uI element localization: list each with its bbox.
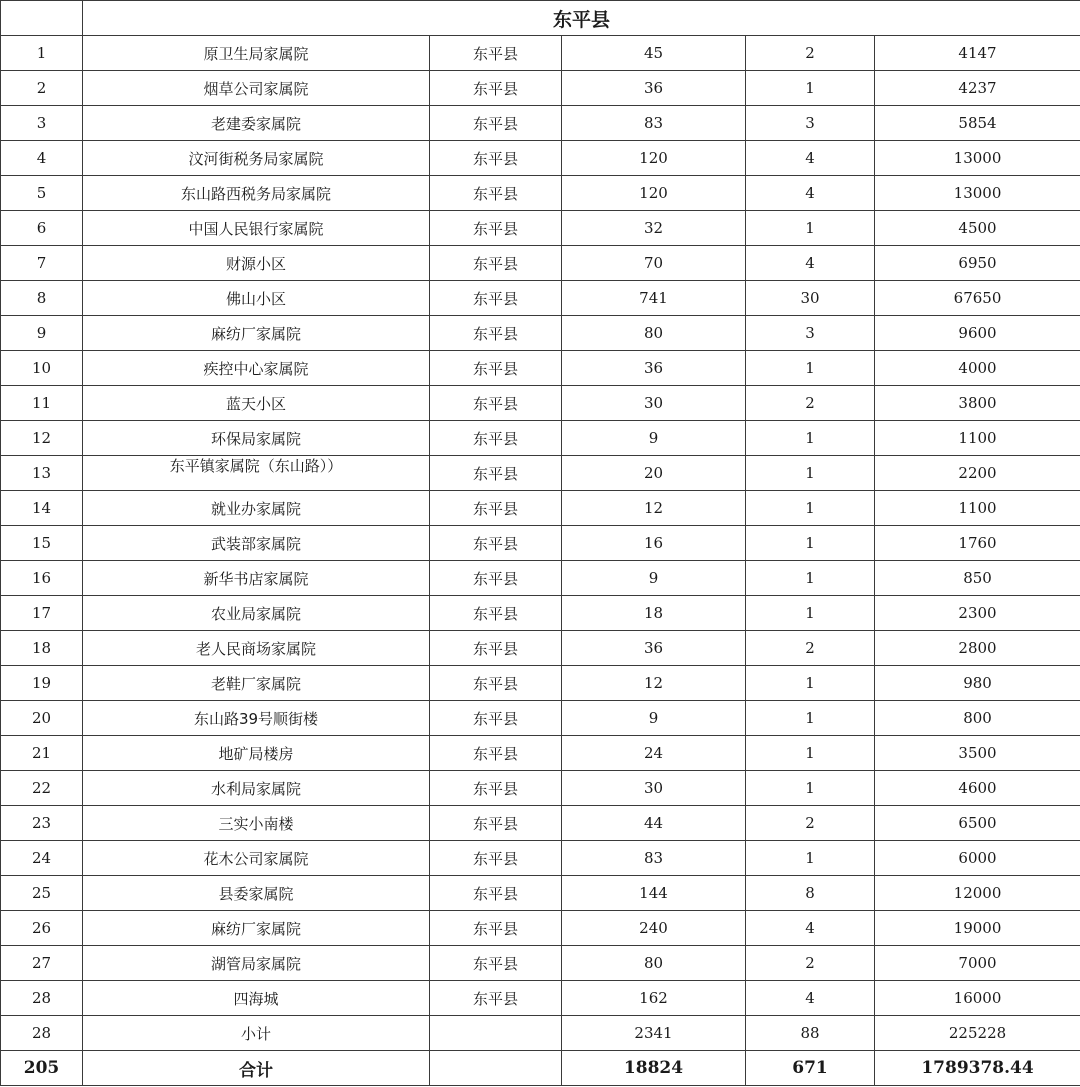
- value-a-cell: 9: [562, 421, 746, 456]
- total-row-value-a-cell: 18824: [562, 1051, 746, 1086]
- table-row: [1, 211, 1080, 246]
- total-row-number-cell: 205: [1, 1051, 83, 1086]
- value-b-cell: 4: [746, 911, 875, 946]
- county-cell: 东平县: [430, 771, 562, 806]
- value-b-cell: 1: [746, 211, 875, 246]
- name-cell: 中国人民银行家属院: [83, 211, 430, 246]
- name-cell: 东山路39号顺街楼: [83, 701, 430, 736]
- name-cell-text: 东平镇家属院（东山路））: [169, 458, 343, 475]
- name-cell: 烟草公司家属院: [83, 71, 430, 106]
- county-cell: 东平县: [430, 596, 562, 631]
- table-row: [1, 911, 1080, 946]
- value-a-cell: 44: [562, 806, 746, 841]
- name-cell: 老鞋厂家属院: [83, 666, 430, 701]
- value-b-cell: 1: [746, 526, 875, 561]
- value-a-cell: 83: [562, 841, 746, 876]
- value-b-cell: 1: [746, 701, 875, 736]
- subtotal-row: [1, 1016, 1080, 1051]
- table-row: [1, 141, 1080, 176]
- value-b-cell: 2: [746, 806, 875, 841]
- total-row-county-cell: [430, 1051, 562, 1086]
- value-c-cell: 9600: [875, 316, 1080, 351]
- row-number-cell: 21: [1, 736, 83, 771]
- county-cell: 东平县: [430, 386, 562, 421]
- value-a-cell: 36: [562, 71, 746, 106]
- value-a-cell: 24: [562, 736, 746, 771]
- name-cell: 环保局家属院: [83, 421, 430, 456]
- name-cell: 蓝天小区: [83, 386, 430, 421]
- value-c-cell: 2300: [875, 596, 1080, 631]
- table-row: [1, 386, 1080, 421]
- value-b-cell: 1: [746, 71, 875, 106]
- value-c-cell: 4237: [875, 71, 1080, 106]
- county-cell: 东平县: [430, 316, 562, 351]
- name-cell: 麻纺厂家属院: [83, 911, 430, 946]
- name-cell: 原卫生局家属院: [83, 36, 430, 71]
- table-row: [1, 106, 1080, 141]
- row-number-cell: 18: [1, 631, 83, 666]
- value-c-cell: 800: [875, 701, 1080, 736]
- county-cell: 东平县: [430, 106, 562, 141]
- value-b-cell: 4: [746, 141, 875, 176]
- county-cell: 东平县: [430, 176, 562, 211]
- row-number-cell: 26: [1, 911, 83, 946]
- subtotal-row-value-c-cell: 225228: [875, 1016, 1080, 1051]
- county-cell: 东平县: [430, 666, 562, 701]
- row-number-cell: 6: [1, 211, 83, 246]
- county-cell: 东平县: [430, 876, 562, 911]
- county-cell: 东平县: [430, 736, 562, 771]
- name-cell: 三实小南楼: [83, 806, 430, 841]
- value-c-cell: 1760: [875, 526, 1080, 561]
- name-cell: 老建委家属院: [83, 106, 430, 141]
- county-cell: 东平县: [430, 561, 562, 596]
- value-c-cell: 1100: [875, 421, 1080, 456]
- value-c-cell: 16000: [875, 981, 1080, 1016]
- value-b-cell: 1: [746, 561, 875, 596]
- row-number-cell: 9: [1, 316, 83, 351]
- value-c-cell: 13000: [875, 141, 1080, 176]
- row-number-cell: 11: [1, 386, 83, 421]
- row-number-cell: 4: [1, 141, 83, 176]
- table-row: [1, 351, 1080, 386]
- value-a-cell: 80: [562, 946, 746, 981]
- row-number-cell: 15: [1, 526, 83, 561]
- county-cell: 东平县: [430, 421, 562, 456]
- value-b-cell: 3: [746, 316, 875, 351]
- table-row: [1, 876, 1080, 911]
- row-number-cell: 2: [1, 71, 83, 106]
- name-cell: 佛山小区: [83, 281, 430, 316]
- value-b-cell: 1: [746, 841, 875, 876]
- name-cell: 汶河街税务局家属院: [83, 141, 430, 176]
- value-a-cell: 9: [562, 561, 746, 596]
- value-b-cell: 2: [746, 946, 875, 981]
- name-cell: 武装部家属院: [83, 526, 430, 561]
- value-b-cell: 8: [746, 876, 875, 911]
- row-number-cell: 1: [1, 36, 83, 71]
- county-cell: 东平县: [430, 981, 562, 1016]
- table-row: [1, 701, 1080, 736]
- value-b-cell: 1: [746, 351, 875, 386]
- row-number-cell: 24: [1, 841, 83, 876]
- value-c-cell: 4500: [875, 211, 1080, 246]
- table-row: [1, 36, 1080, 71]
- value-c-cell: 4000: [875, 351, 1080, 386]
- value-b-cell: 1: [746, 596, 875, 631]
- row-number-cell: 20: [1, 701, 83, 736]
- subtotal-row-value-a-cell: 2341: [562, 1016, 746, 1051]
- table-row: [1, 946, 1080, 981]
- value-a-cell: 120: [562, 141, 746, 176]
- value-a-cell: 240: [562, 911, 746, 946]
- table-row: [1, 631, 1080, 666]
- table-row: [1, 771, 1080, 806]
- row-number-cell: 5: [1, 176, 83, 211]
- value-c-cell: 67650: [875, 281, 1080, 316]
- row-number-cell: 23: [1, 806, 83, 841]
- value-a-cell: 20: [562, 456, 746, 491]
- county-cell: 东平县: [430, 351, 562, 386]
- value-a-cell: 12: [562, 491, 746, 526]
- county-cell: 东平县: [430, 491, 562, 526]
- value-c-cell: 1100: [875, 491, 1080, 526]
- name-cell: 新华书店家属院: [83, 561, 430, 596]
- county-cell: 东平县: [430, 701, 562, 736]
- table-row: [1, 246, 1080, 281]
- table-row: [1, 71, 1080, 106]
- value-c-cell: 850: [875, 561, 1080, 596]
- table-row: [1, 526, 1080, 561]
- value-c-cell: 13000: [875, 176, 1080, 211]
- name-cell: 花木公司家属院: [83, 841, 430, 876]
- subtotal-row-number-cell: 28: [1, 1016, 83, 1051]
- value-c-cell: 3800: [875, 386, 1080, 421]
- total-row-value-c-cell: 1789378.44: [875, 1051, 1080, 1086]
- value-a-cell: 9: [562, 701, 746, 736]
- row-number-cell: 22: [1, 771, 83, 806]
- table-row: [1, 456, 1080, 491]
- value-a-cell: 162: [562, 981, 746, 1016]
- value-a-cell: 16: [562, 526, 746, 561]
- row-number-cell: 3: [1, 106, 83, 141]
- county-cell: 东平县: [430, 71, 562, 106]
- county-cell: 东平县: [430, 841, 562, 876]
- table-row: [1, 421, 1080, 456]
- county-cell: 东平县: [430, 141, 562, 176]
- value-a-cell: 741: [562, 281, 746, 316]
- value-a-cell: 18: [562, 596, 746, 631]
- table-row: [1, 176, 1080, 211]
- value-a-cell: 144: [562, 876, 746, 911]
- row-number-cell: 19: [1, 666, 83, 701]
- title-corner-cell: [1, 1, 83, 36]
- value-a-cell: 45: [562, 36, 746, 71]
- value-b-cell: 4: [746, 176, 875, 211]
- name-cell: [83, 456, 430, 491]
- value-b-cell: 4: [746, 981, 875, 1016]
- county-cell: 东平县: [430, 946, 562, 981]
- row-number-cell: 28: [1, 981, 83, 1016]
- value-b-cell: 1: [746, 491, 875, 526]
- row-number-cell: 16: [1, 561, 83, 596]
- table-row: [1, 281, 1080, 316]
- total-row-label-cell: 合计: [83, 1051, 430, 1086]
- value-b-cell: 2: [746, 631, 875, 666]
- table-row: [1, 596, 1080, 631]
- name-cell: 财源小区: [83, 246, 430, 281]
- name-cell: 老人民商场家属院: [83, 631, 430, 666]
- row-number-cell: 27: [1, 946, 83, 981]
- row-number-cell: 7: [1, 246, 83, 281]
- title-row: [1, 1, 1080, 36]
- name-cell: 地矿局楼房: [83, 736, 430, 771]
- value-c-cell: 2800: [875, 631, 1080, 666]
- name-cell: 麻纺厂家属院: [83, 316, 430, 351]
- name-cell: 就业办家属院: [83, 491, 430, 526]
- name-cell: 四海城: [83, 981, 430, 1016]
- row-number-cell: 25: [1, 876, 83, 911]
- value-a-cell: 30: [562, 771, 746, 806]
- table-title: 东平县: [83, 1, 1080, 36]
- value-b-cell: 30: [746, 281, 875, 316]
- value-b-cell: 1: [746, 421, 875, 456]
- value-c-cell: 2200: [875, 456, 1080, 491]
- table-row: [1, 491, 1080, 526]
- total-row-value-b-cell: 671: [746, 1051, 875, 1086]
- table-row: [1, 981, 1080, 1016]
- name-cell: 疾控中心家属院: [83, 351, 430, 386]
- row-number-cell: 17: [1, 596, 83, 631]
- row-number-cell: 10: [1, 351, 83, 386]
- subtotal-row-county-cell: [430, 1016, 562, 1051]
- table-row: [1, 806, 1080, 841]
- county-cell: 东平县: [430, 911, 562, 946]
- value-c-cell: 980: [875, 666, 1080, 701]
- value-a-cell: 70: [562, 246, 746, 281]
- county-cell: 东平县: [430, 806, 562, 841]
- value-c-cell: 6000: [875, 841, 1080, 876]
- value-a-cell: 36: [562, 351, 746, 386]
- value-c-cell: 7000: [875, 946, 1080, 981]
- county-cell: 东平县: [430, 456, 562, 491]
- value-b-cell: 1: [746, 456, 875, 491]
- table-row: [1, 666, 1080, 701]
- name-cell: 农业局家属院: [83, 596, 430, 631]
- value-a-cell: 80: [562, 316, 746, 351]
- county-cell: 东平县: [430, 631, 562, 666]
- subtotal-row-value-b-cell: 88: [746, 1016, 875, 1051]
- table-row: [1, 561, 1080, 596]
- value-a-cell: 12: [562, 666, 746, 701]
- value-c-cell: 4147: [875, 36, 1080, 71]
- value-c-cell: 6950: [875, 246, 1080, 281]
- value-a-cell: 83: [562, 106, 746, 141]
- value-a-cell: 120: [562, 176, 746, 211]
- county-cell: 东平县: [430, 36, 562, 71]
- county-cell: 东平县: [430, 281, 562, 316]
- value-b-cell: 2: [746, 386, 875, 421]
- row-number-cell: 8: [1, 281, 83, 316]
- row-number-cell: 12: [1, 421, 83, 456]
- county-cell: 东平县: [430, 211, 562, 246]
- table-row: [1, 316, 1080, 351]
- value-a-cell: 36: [562, 631, 746, 666]
- row-number-cell: 13: [1, 456, 83, 491]
- table-row: [1, 841, 1080, 876]
- name-cell: 东山路西税务局家属院: [83, 176, 430, 211]
- value-b-cell: 4: [746, 246, 875, 281]
- table-row: [1, 736, 1080, 771]
- value-c-cell: 5854: [875, 106, 1080, 141]
- value-c-cell: 6500: [875, 806, 1080, 841]
- row-number-cell: 14: [1, 491, 83, 526]
- value-c-cell: 3500: [875, 736, 1080, 771]
- value-b-cell: 1: [746, 666, 875, 701]
- value-b-cell: 1: [746, 736, 875, 771]
- county-cell: 东平县: [430, 246, 562, 281]
- name-cell: 县委家属院: [83, 876, 430, 911]
- value-c-cell: 19000: [875, 911, 1080, 946]
- value-c-cell: 4600: [875, 771, 1080, 806]
- value-c-cell: 12000: [875, 876, 1080, 911]
- county-cell: 东平县: [430, 526, 562, 561]
- total-row: [1, 1051, 1080, 1086]
- subtotal-row-label-cell: 小计: [83, 1016, 430, 1051]
- name-cell: 水利局家属院: [83, 771, 430, 806]
- value-b-cell: 2: [746, 36, 875, 71]
- value-b-cell: 1: [746, 771, 875, 806]
- value-b-cell: 3: [746, 106, 875, 141]
- value-a-cell: 30: [562, 386, 746, 421]
- value-a-cell: 32: [562, 211, 746, 246]
- name-cell: 湖管局家属院: [83, 946, 430, 981]
